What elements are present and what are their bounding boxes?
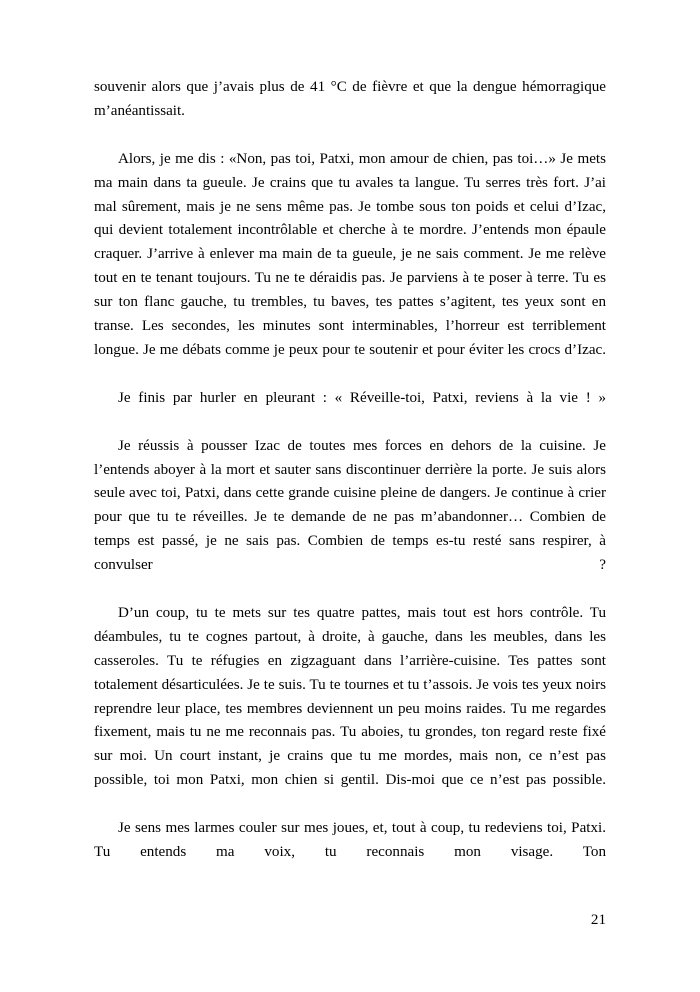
page-body-text [94, 76, 606, 889]
paragraph-1: souvenir alors que j’avais plus de 41 °C de fièvre et que la dengue hémorragique m’anéantissait. [94, 79, 606, 119]
paragraph-6: Je sens mes larmes couler sur mes joues, et, tout à coup, tu redeviens toi, Patxi. Tu entends ma voix, tu reconnais mon visage. Ton [94, 820, 606, 860]
paragraph-5: D’un coup, tu te mets sur tes quatre pattes, mais tout est hors contrôle. Tu déambules, tu te cognes partout, à droite, à gauche, dans les meubles, dans les casseroles. Tu te réfugies en zigzaguant dans l’arrière-cuisine. Tes pattes sont totalement désarticulées. Je te suis. Tu te tournes et tu t’assois. Je vois tes yeux noirs reprendre leur place, tes membres deviennent un peu moins raides. Tu me regardes fixement, mais tu ne me reconnais pas. Tu aboies, tu grondes, ton regard reste fixé sur moi. Un court instant, je crains que tu me mordes, mais non, ce n’est pas possible, toi mon Patxi, mon chien si gentil. Dis-moi que ce n’est pas possible. [94, 604, 606, 789]
paragraph-2: Alors, je me dis : «Non, pas toi, Patxi, mon amour de chien, pas toi…» Je mets ma main dans ta gueule. Je crains que tu avales ta langue. Tu serres très fort. J’ai mal sûrement, mais je ne sens même pas. Je tombe sous ton poids et celui d’Izac, qui devient totalement incontrôlable et cherche à te mordre. J’entends mon épaule craquer. J’arrive à enlever ma main de ta gueule, je ne sais comment. Je me relève tout en te tenant toujours. Tu ne te déraidis pas. Je parviens à te poser à terre. Tu es sur ton flanc gauche, tu trembles, tu baves, tes pattes s’agitent, tes yeux sont en transe. Les secondes, les minutes sont interminables, l’horreur est terriblement longue. Je me débats comme je peux pour te soutenir et pour éviter les crocs d’Izac. [94, 150, 606, 358]
page-number: 21 [590, 912, 606, 928]
paragraph-3: Je finis par hurler en pleurant : « Réveille-toi, Patxi, reviens à la vie ! » [118, 389, 606, 406]
paragraph-4: Je réussis à pousser Izac de toutes mes forces en dehors de la cuisine. Je l’entends aboyer à la mort et sauter sans discontinuer derrière la porte. Je suis alors seule avec toi, Patxi, dans cette grande cuisine pleine de dangers. Je continue à crier pour que tu te réveilles. Je te demande de ne pas m’abandonner… Combien de temps est passé, je ne sais pas. Combien de temps es-tu resté sans respirer, à convulser ? [94, 437, 606, 574]
